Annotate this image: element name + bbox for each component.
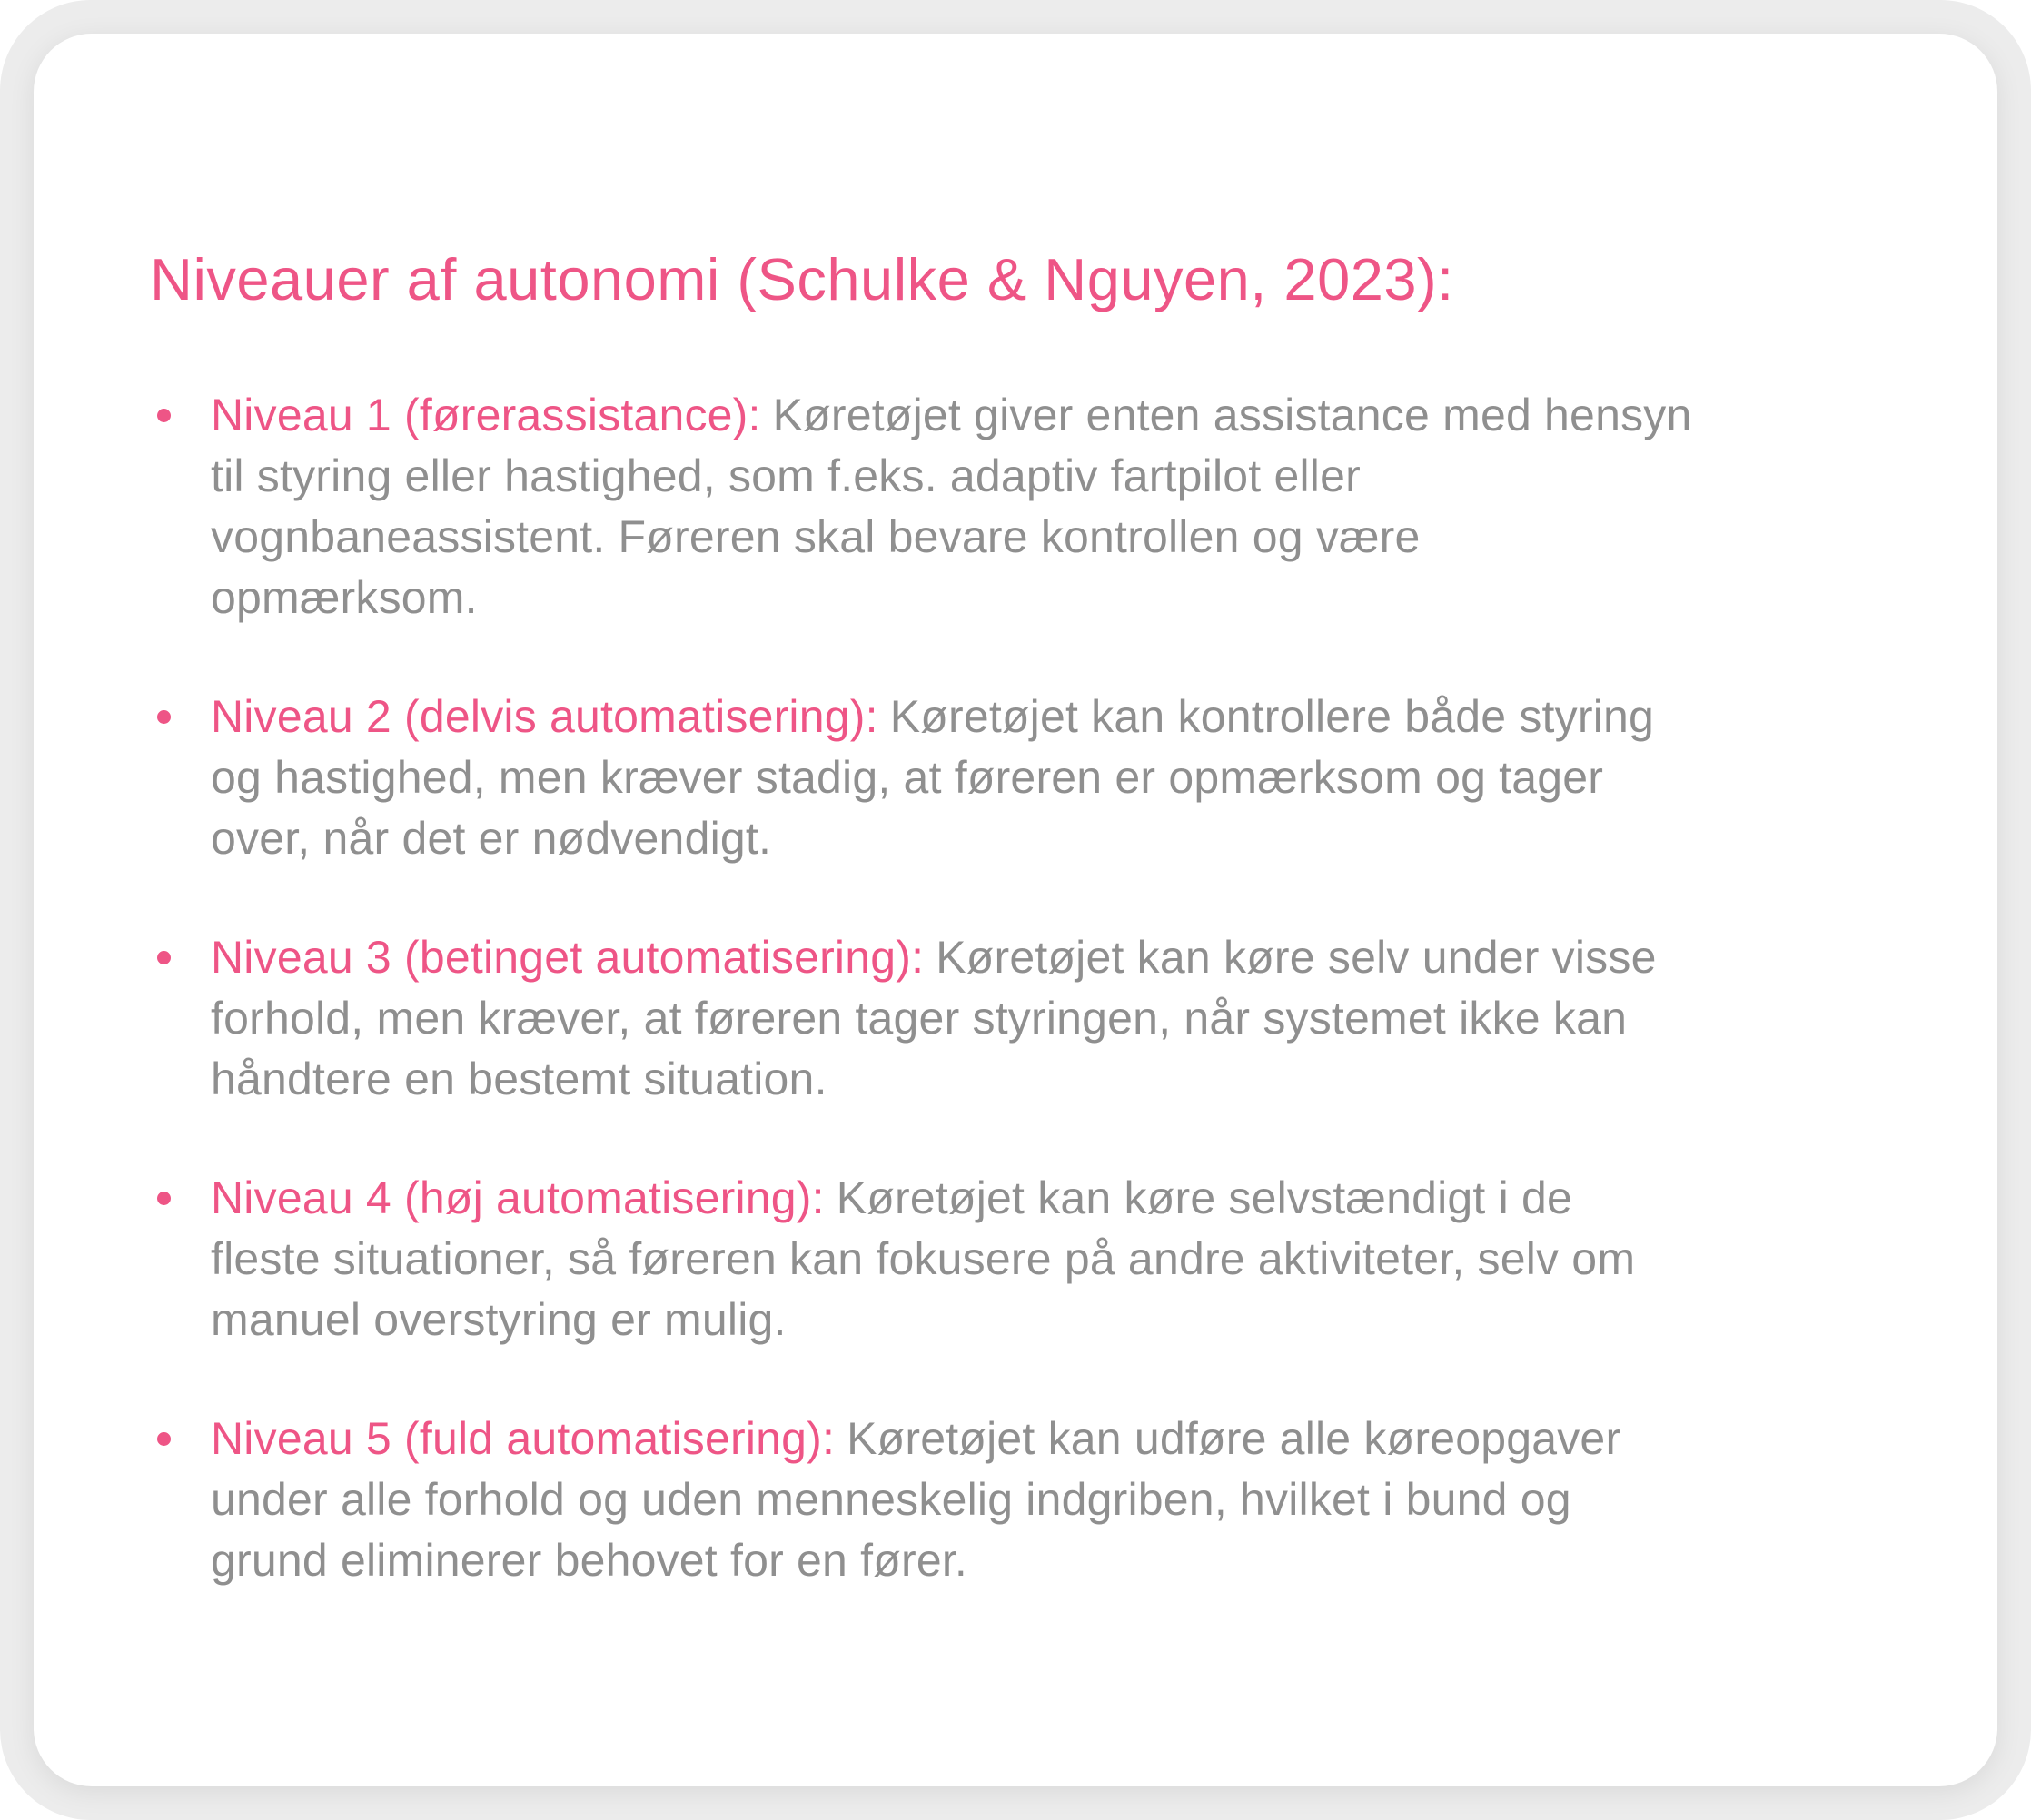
level-lead: Niveau 1 (førerassistance): bbox=[211, 390, 761, 440]
level-lead: Niveau 4 (høj automatisering): bbox=[211, 1172, 825, 1223]
level-description: Køretøjet kan køre selvstændigt i de fleste situationer, så føreren kan fokusere på andre aktiviteter, selv om manuel overstyring er mulig. bbox=[211, 1172, 1636, 1345]
bullet-dot-icon bbox=[157, 409, 171, 422]
bullet-dot-icon bbox=[157, 1192, 171, 1205]
level-lead: Niveau 2 (delvis automatisering): bbox=[211, 691, 878, 742]
bullet-dot-icon bbox=[157, 951, 171, 964]
list-item bbox=[150, 687, 1694, 869]
autonomy-level-list bbox=[150, 385, 1694, 1591]
list-item bbox=[150, 385, 1694, 628]
level-lead: Niveau 3 (betinget automatisering): bbox=[211, 932, 925, 983]
bullet-dot-icon bbox=[157, 710, 171, 724]
level-description: Køretøjet giver enten assistance med hensyn til styring eller hastighed, som f.eks. adaptiv fartpilot eller vognbaneassistent. Føreren skal bevare kontrollen og være opmærksom. bbox=[211, 390, 1692, 623]
level-description: Køretøjet kan køre selv under visse forhold, men kræver, at føreren tager styringen, når systemet ikke kan håndtere en bestemt situation. bbox=[211, 932, 1657, 1104]
level-lead: Niveau 5 (fuld automatisering): bbox=[211, 1413, 836, 1464]
bullet-dot-icon bbox=[157, 1432, 171, 1446]
list-item bbox=[150, 1409, 1694, 1591]
page-title: Niveauer af autonomi (Schulke & Nguyen, 2023): bbox=[150, 246, 1454, 312]
level-description: Køretøjet kan udføre alle køreopgaver under alle forhold og uden menneskelig indgriben, hvilket i bund og grund eliminerer behovet for en fører. bbox=[211, 1413, 1621, 1586]
list-item bbox=[150, 927, 1694, 1110]
content-card bbox=[34, 34, 1997, 1786]
list-item bbox=[150, 1168, 1694, 1350]
level-description: Køretøjet kan kontrollere både styring og hastighed, men kræver stadig, at føreren er opmærksom og tager over, når det er nødvendigt. bbox=[211, 691, 1655, 864]
